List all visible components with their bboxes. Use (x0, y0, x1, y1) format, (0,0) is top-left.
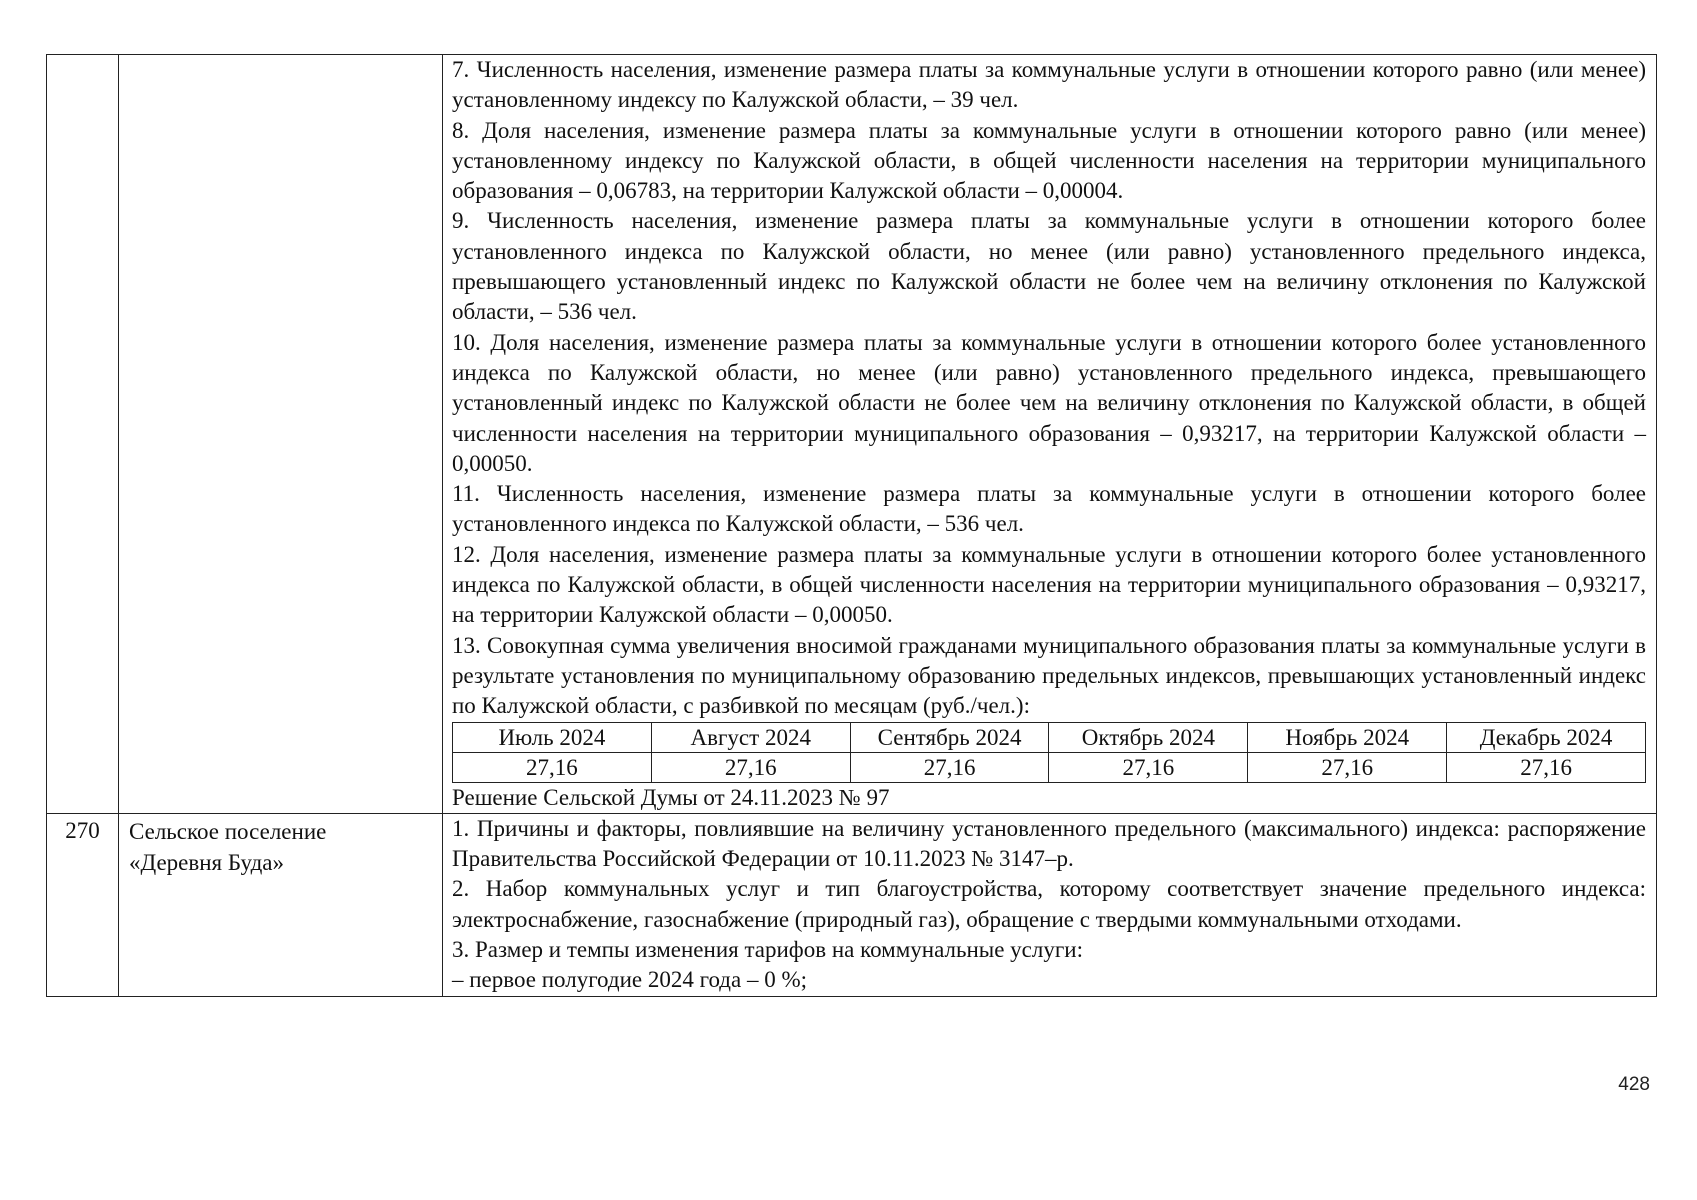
paragraph-3: 3. Размер и темпы изменения тарифов на коммунальные услуги: (452, 937, 1083, 963)
paragraph-12: 12. Доля населения, изменение размера платы за коммунальные услуги в отношении которого более установленного индекса по Калужской области, в общей численности населения на территории муниципального образования – 0,93217, на территории Калужской области – 0,00050. (452, 541, 1646, 628)
paragraph-3-item: – первое полугодие 2024 года – 0 %; (452, 967, 808, 993)
indicators-cell (443, 55, 1657, 814)
month-value: 27,16 (1049, 752, 1248, 782)
municipality-name-cell (119, 813, 443, 996)
table-row (47, 55, 1657, 814)
paragraph-9: 9. Численность населения, изменение размера платы за коммунальные услуги в отношении которого более установленного индекса по Калужской области, но менее (или равно) установленного предельного индекса, превышающего установленный индекс по Калужской области не более чем на величину отклонения по Калужской области, – 536 чел. (452, 208, 1646, 325)
paragraph-13: 13. Совокупная сумма увеличения вносимой гражданами муниципального образования платы за коммунальные услуги в результате установления по муниципальному образованию предельных индексов, превышающих установленный индекс по Калужской области, с разбивкой по месяцам (руб./чел.): (452, 632, 1646, 719)
municipality-name-cell (119, 55, 443, 814)
month-header-row (453, 722, 1646, 752)
month-header: Октябрь 2024 (1049, 722, 1248, 752)
month-header: Декабрь 2024 (1447, 722, 1646, 752)
table-row (47, 813, 1657, 996)
municipal-index-table (46, 54, 1657, 997)
month-header: Ноябрь 2024 (1248, 722, 1447, 752)
municipality-type: Сельское поселение (129, 818, 327, 844)
row-number-cell: 270 (47, 813, 119, 996)
month-value: 27,16 (850, 752, 1049, 782)
month-header: Август 2024 (651, 722, 850, 752)
month-value: 27,16 (1248, 752, 1447, 782)
paragraph-10: 10. Доля населения, изменение размера платы за коммунальные услуги в отношении которого более установленного индекса по Калужской области, но менее (или равно) установленного предельного индекса, превышающего установленный индекс по Калужской области не более чем на величину отклонения по Калужской области, в общей численности населения на территории муниципального образования – 0,93217, на территории Калужской области – 0,00050. (452, 329, 1646, 476)
month-header: Сентябрь 2024 (850, 722, 1049, 752)
paragraph-7: 7. Численность населения, изменение размера платы за коммунальные услуги в отношении которого равно (или менее) установленному индексу по Калужской области, – 39 чел. (452, 57, 1646, 113)
page-number: 428 (1618, 1074, 1650, 1095)
paragraph-11: 11. Численность населения, изменение размера платы за коммунальные услуги в отношении которого более установленного индекса по Калужской области, – 536 чел. (452, 481, 1646, 537)
month-header: Июль 2024 (453, 722, 652, 752)
monthly-increase-table (452, 722, 1646, 783)
month-value-row (453, 752, 1646, 782)
month-value: 27,16 (1447, 752, 1646, 782)
paragraph-8: 8. Доля населения, изменение размера платы за коммунальные услуги в отношении которого равно (или менее) установленному индексу по Калужской области, в общей численности населения на территории муниципального образования – 0,06783, на территории Калужской области – 0,00004. (452, 117, 1646, 204)
indicators-cell (443, 813, 1657, 996)
decision-reference: Решение Сельской Думы от 24.11.2023 № 97 (452, 784, 890, 810)
paragraph-1: 1. Причины и факторы, повлиявшие на величину установленного предельного (максимального) индекса: распоряжение Правительства Российской Федерации от 10.11.2023 № 3147–р. (452, 815, 1646, 872)
municipality-name: «Деревня Буда» (129, 849, 284, 875)
month-value: 27,16 (453, 752, 652, 782)
row-number-cell (47, 55, 119, 814)
month-value: 27,16 (651, 752, 850, 782)
paragraph-2: 2. Набор коммунальных услуг и тип благоустройства, которому соответствует значение предельного индекса: электроснабжение, газоснабжение (природный газ), обращение с твердыми коммунальными отходами. (452, 876, 1646, 932)
